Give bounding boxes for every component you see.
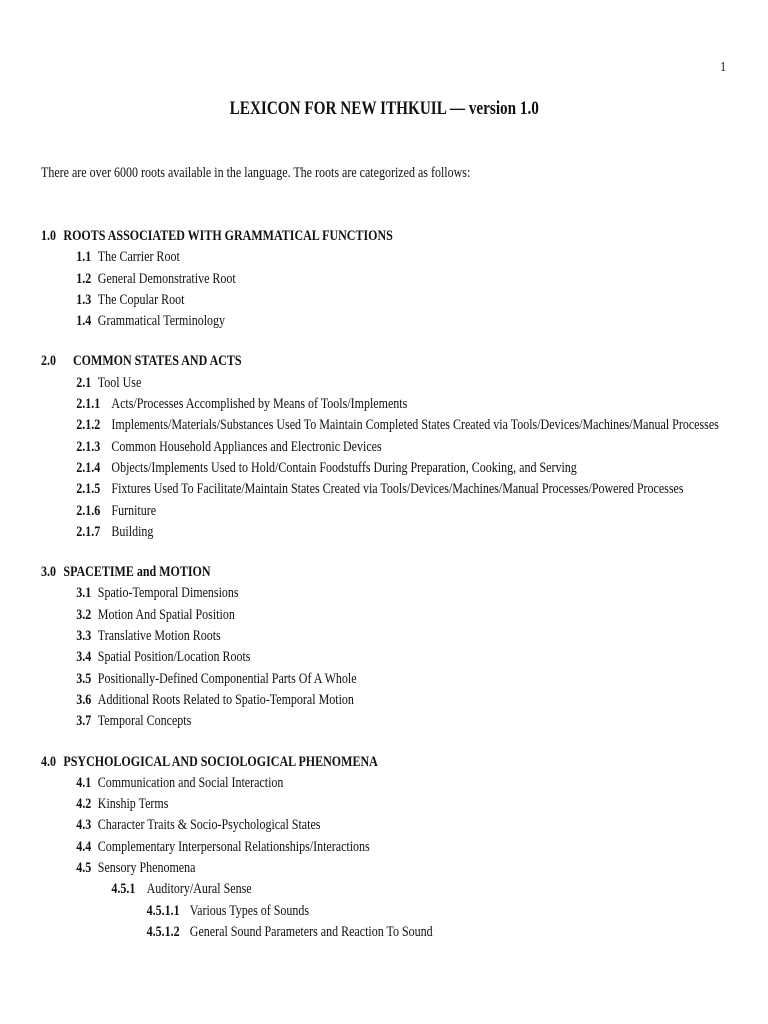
entry-number: 4.5 (76, 860, 92, 877)
entry-number: 4.2 (76, 796, 92, 813)
entry-number: 2.1.2 (76, 417, 101, 434)
entry-number: 2.1 (76, 374, 92, 391)
entry-number: 3.4 (76, 649, 92, 666)
toc-entry (41, 649, 761, 670)
entry-number: 3.7 (76, 713, 92, 730)
entry-label: Complementary Interpersonal Relationships/Interactions (97, 838, 370, 855)
entry-number: 4.5.1 (111, 881, 136, 898)
entry-number: 4.1 (76, 774, 92, 791)
toc-entry (41, 249, 761, 270)
section-title: ROOTS ASSOCIATED WITH GRAMMATICAL FUNCTIONS (63, 228, 393, 244)
entry-label: Translative Motion Roots (97, 628, 221, 645)
toc-entry (41, 713, 761, 734)
section-2 (41, 353, 761, 545)
entry-label: Objects/Implements Used to Hold/Contain Foodstuffs During Preparation, Cooking, and Serving (111, 459, 577, 476)
section-heading (41, 754, 761, 775)
entry-number: 2.1.6 (76, 502, 101, 519)
entry-number: 4.3 (76, 817, 92, 834)
toc-entry (41, 271, 761, 292)
entry-number: 1.1 (76, 249, 92, 266)
section-title: SPACETIME and MOTION (63, 564, 211, 581)
entry-label: Additional Roots Related to Spatio-Temporal Motion (97, 691, 354, 708)
toc-entry (41, 671, 761, 692)
toc-entry (41, 817, 761, 838)
toc-entry (41, 481, 761, 502)
entry-number: 3.6 (76, 691, 92, 708)
section-number: 2.0 (41, 353, 56, 370)
entry-number: 1.2 (76, 270, 92, 287)
document-title-text: LEXICON FOR NEW ITHKUIL — version 1.0 (229, 98, 539, 119)
section-heading (41, 353, 761, 374)
entry-label: Tool Use (97, 374, 142, 391)
section-title: PSYCHOLOGICAL AND SOCIOLOGICAL PHENOMENA (63, 753, 378, 770)
document-title (0, 98, 768, 120)
entry-number: 4.5.1.1 (146, 902, 180, 919)
toc-entry (41, 503, 761, 524)
entry-number: 4.5.1.2 (146, 923, 180, 940)
toc-entry (41, 292, 761, 313)
section-number: 3.0 (41, 564, 56, 581)
toc-entry (41, 628, 761, 649)
toc-entry (41, 607, 761, 628)
entry-label: Furniture (111, 502, 157, 519)
entry-label: Various Types of Sounds (189, 902, 310, 919)
section-heading (41, 228, 761, 249)
entry-label: General Demonstrative Root (97, 270, 236, 287)
section-4 (41, 754, 761, 946)
intro-paragraph: There are over 6000 roots available in the language. The roots are categorized as follows: (41, 165, 471, 181)
table-of-contents (41, 228, 761, 964)
entry-number: 2.1.7 (76, 523, 101, 540)
toc-entry (41, 524, 761, 545)
section-1 (41, 228, 761, 334)
toc-entry (41, 417, 761, 438)
toc-entry (41, 903, 761, 924)
entry-label: Kinship Terms (97, 796, 169, 813)
toc-entry (41, 839, 761, 860)
entry-label: Building (111, 523, 154, 540)
entry-label: The Copular Root (97, 291, 185, 308)
entry-label: Spatio-Temporal Dimensions (97, 585, 239, 602)
entry-number: 3.2 (76, 606, 92, 623)
toc-entry (41, 585, 761, 606)
entry-number: 1.4 (76, 313, 92, 330)
entry-label: Temporal Concepts (97, 713, 192, 730)
toc-entry (41, 796, 761, 817)
toc-entry (41, 460, 761, 481)
section-number: 4.0 (41, 753, 56, 770)
section-title: COMMON STATES AND ACTS (73, 353, 242, 370)
entry-number: 2.1.3 (76, 438, 101, 455)
section-number: 1.0 (41, 228, 56, 244)
entry-number: 3.3 (76, 628, 92, 645)
toc-entry (41, 396, 761, 417)
toc-entry (41, 775, 761, 796)
section-3 (41, 564, 761, 734)
section-heading (41, 564, 761, 585)
entry-number: 3.1 (76, 585, 92, 602)
entry-label: The Carrier Root (97, 249, 180, 266)
toc-entry (41, 313, 761, 334)
entry-label: Sensory Phenomena (97, 860, 196, 877)
entry-label: General Sound Parameters and Reaction To Sound (189, 923, 433, 940)
entry-label: Character Traits & Socio-Psychological States (97, 817, 321, 834)
entry-label: Acts/Processes Accomplished by Means of Tools/Implements (111, 396, 408, 413)
entry-label: Common Household Appliances and Electronic Devices (111, 438, 382, 455)
entry-label: Motion And Spatial Position (97, 606, 235, 623)
toc-entry (41, 924, 761, 945)
toc-entry (41, 881, 761, 902)
toc-entry (41, 375, 761, 396)
entry-number: 2.1.1 (76, 396, 101, 413)
page-number: 1 (720, 60, 726, 75)
toc-entry (41, 692, 761, 713)
entry-label: Implements/Materials/Substances Used To Maintain Completed States Created via Tools/Devices/Machines/Manual Processes (111, 417, 719, 434)
entry-number: 1.3 (76, 291, 92, 308)
entry-label: Communication and Social Interaction (97, 774, 284, 791)
entry-label: Fixtures Used To Facilitate/Maintain States Created via Tools/Devices/Machines/Manual Processes/Powered Processes (111, 481, 684, 498)
toc-entry (41, 439, 761, 460)
entry-label: Positionally-Defined Componential Parts Of A Whole (97, 670, 357, 687)
entry-label: Spatial Position/Location Roots (97, 649, 251, 666)
entry-number: 4.4 (76, 838, 92, 855)
toc-entry (41, 860, 761, 881)
entry-number: 3.5 (76, 670, 92, 687)
entry-label: Grammatical Terminology (97, 313, 226, 330)
entry-number: 2.1.5 (76, 481, 101, 498)
entry-number: 2.1.4 (76, 459, 101, 476)
entry-label: Auditory/Aural Sense (146, 881, 252, 898)
